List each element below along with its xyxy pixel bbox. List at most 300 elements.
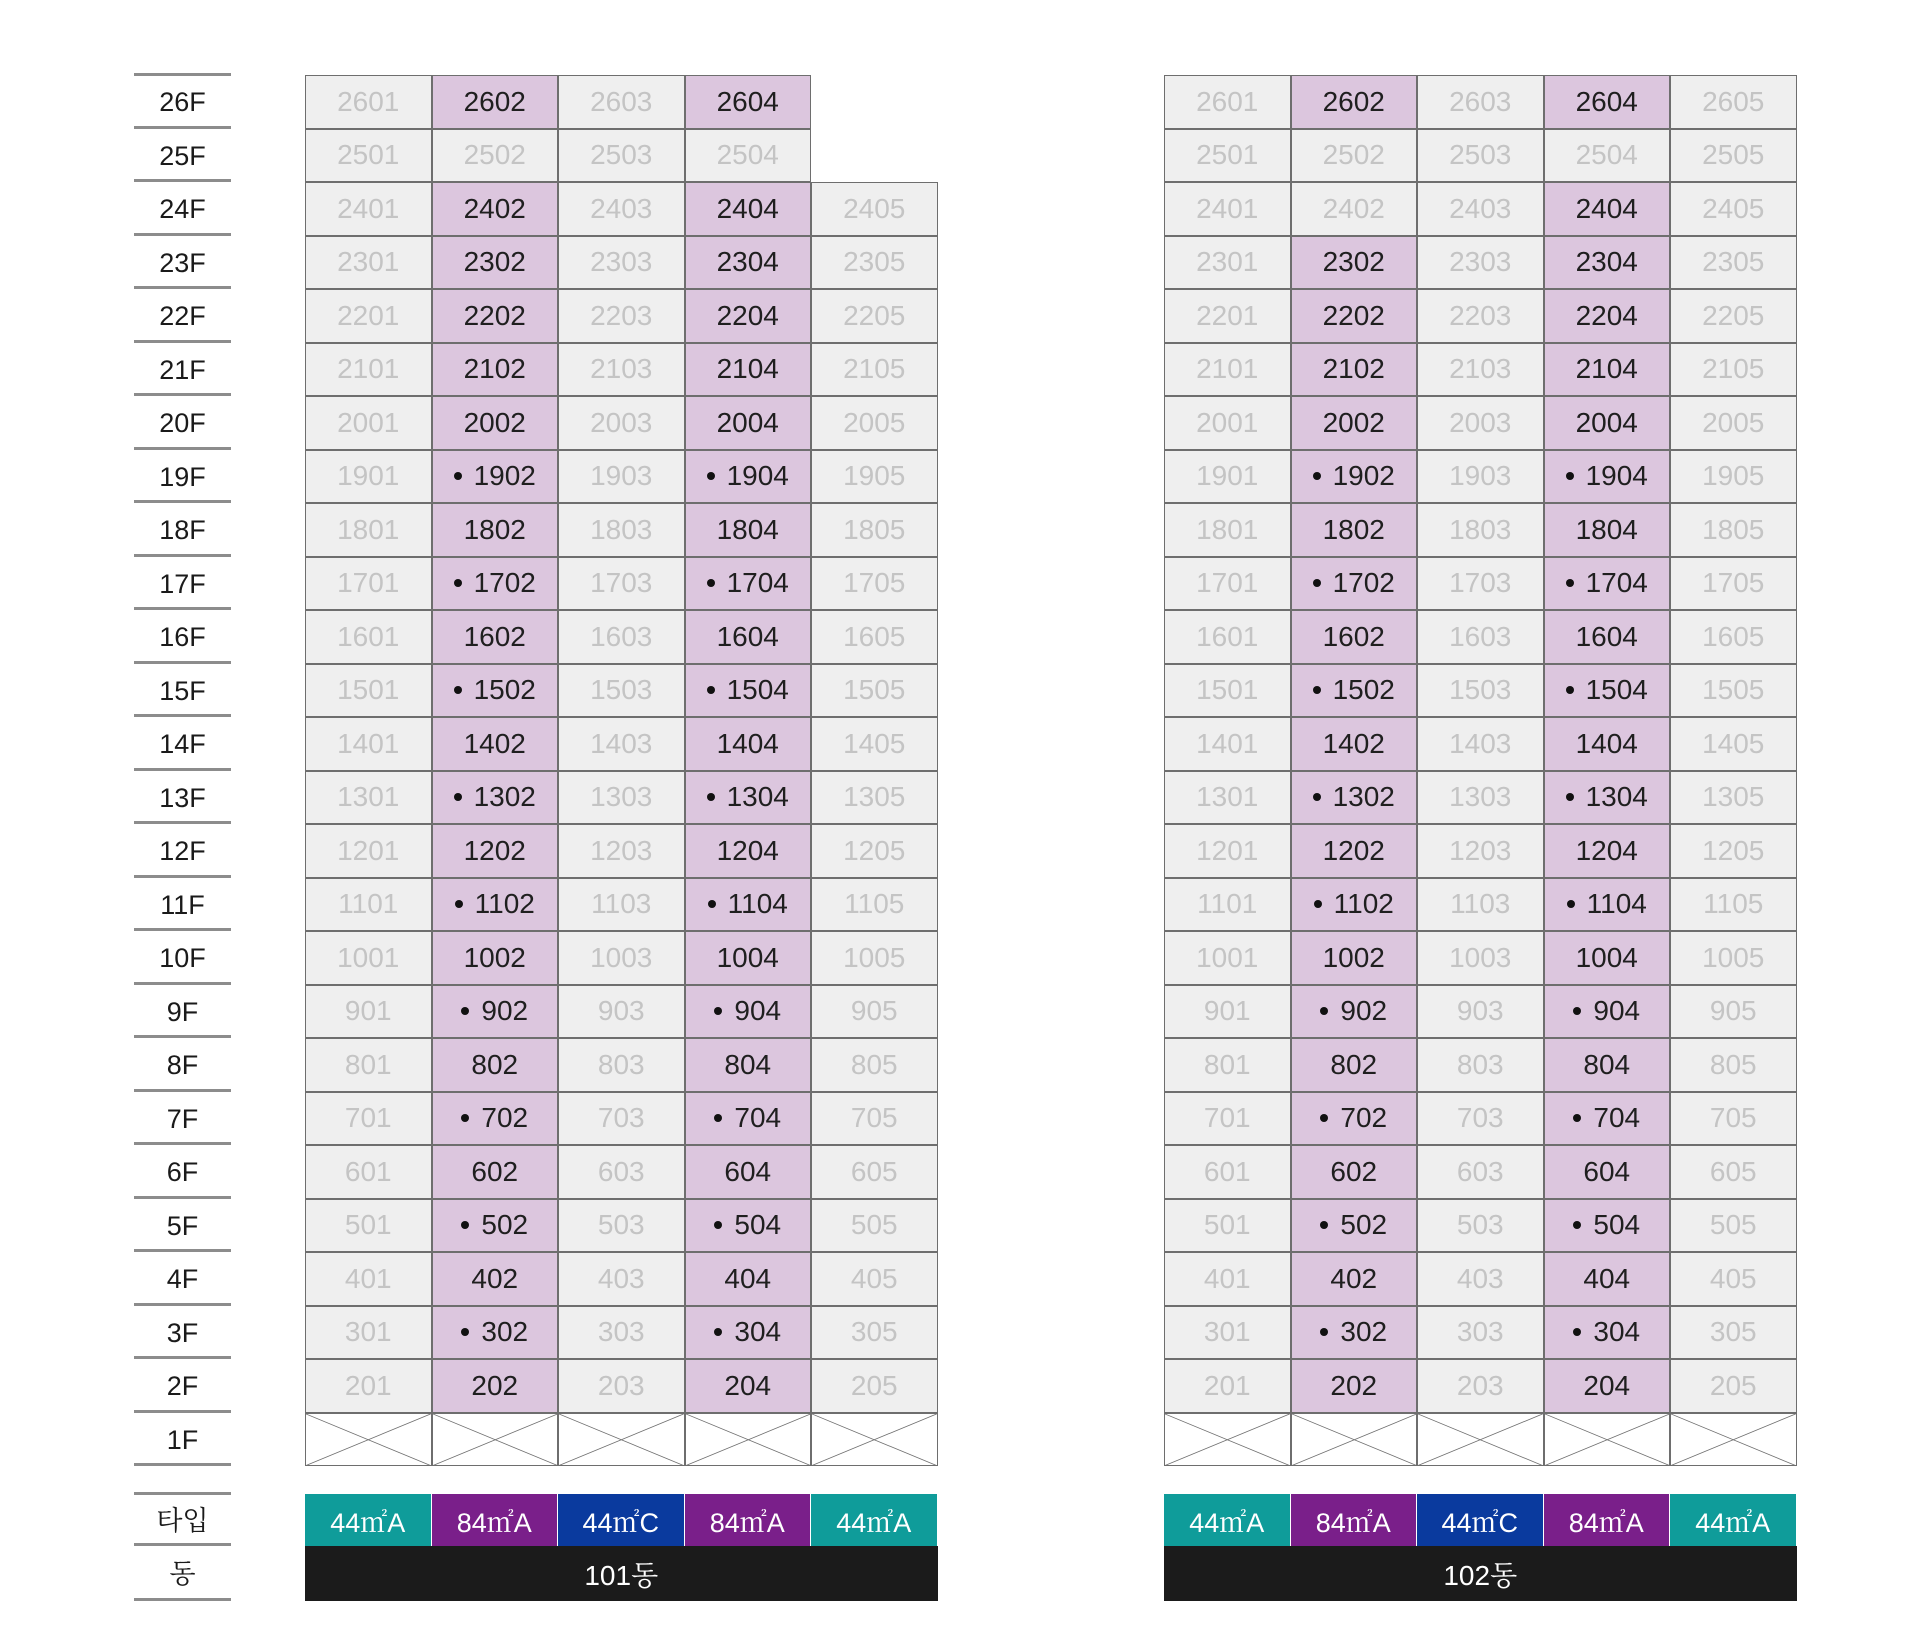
marker-dot-icon — [454, 793, 462, 801]
unit-cell[interactable] — [1670, 1092, 1797, 1146]
unit-cell[interactable] — [1544, 771, 1671, 825]
unit-cell[interactable] — [685, 985, 812, 1039]
unit-cell[interactable] — [558, 1199, 685, 1253]
unit-cell[interactable] — [1417, 129, 1544, 183]
unit-cell[interactable] — [1164, 824, 1291, 878]
unit-cell[interactable] — [1291, 75, 1418, 129]
unit-cell[interactable] — [685, 1038, 812, 1092]
unit-number: 701 — [1203, 1102, 1251, 1134]
unit-cell[interactable] — [305, 450, 432, 504]
unit-number: 1104 — [727, 888, 788, 920]
unit-cell[interactable] — [811, 1306, 938, 1360]
unit-cell[interactable] — [1164, 396, 1291, 450]
unit-cell[interactable] — [1164, 182, 1291, 236]
unit-cell[interactable] — [1544, 1092, 1671, 1146]
marker-dot-icon — [1314, 900, 1322, 908]
unit-cell[interactable] — [305, 75, 432, 129]
unit-cell[interactable] — [811, 1092, 938, 1146]
marker-dot-icon — [1313, 686, 1321, 694]
unit-cell[interactable] — [685, 182, 812, 236]
unit-cell[interactable] — [1164, 1199, 1291, 1253]
unit-cell[interactable] — [1417, 1092, 1544, 1146]
unit-cell[interactable] — [811, 664, 938, 718]
unit-cell[interactable] — [811, 717, 938, 771]
unit-cell[interactable] — [1417, 1252, 1544, 1306]
unit-cell[interactable] — [685, 1252, 812, 1306]
unit-cell[interactable] — [1164, 503, 1291, 557]
unit-cell[interactable] — [305, 129, 432, 183]
unit-cell[interactable] — [1164, 664, 1291, 718]
marker-dot-icon — [714, 1328, 722, 1336]
unit-cell[interactable] — [305, 557, 432, 611]
unit-cell[interactable] — [1670, 557, 1797, 611]
unit-cell[interactable] — [1164, 985, 1291, 1039]
unit-cell[interactable] — [1291, 236, 1418, 290]
unit-cell[interactable] — [1670, 610, 1797, 664]
unit-cell[interactable] — [1670, 182, 1797, 236]
unit-cell[interactable] — [432, 878, 559, 932]
unit-cell[interactable] — [305, 396, 432, 450]
unit-cell[interactable] — [305, 343, 432, 397]
unit-cell[interactable] — [1291, 824, 1418, 878]
unit-cell[interactable] — [1670, 236, 1797, 290]
unit-number: 2003 — [1449, 406, 1512, 438]
unit-cell[interactable] — [1544, 503, 1671, 557]
unit-cell[interactable] — [432, 1252, 559, 1306]
unit-cell[interactable] — [1164, 771, 1291, 825]
unit-cell[interactable] — [558, 503, 685, 557]
unit-cell[interactable] — [1164, 878, 1291, 932]
unit-cell[interactable] — [811, 931, 938, 985]
unit-cell[interactable] — [1417, 289, 1544, 343]
unit-cell[interactable] — [432, 75, 559, 129]
unit-cell[interactable] — [1291, 1252, 1418, 1306]
unit-cell[interactable] — [1291, 1199, 1418, 1253]
unit-cell[interactable] — [1544, 1306, 1671, 1360]
unit-cell[interactable] — [1544, 985, 1671, 1039]
unit-number: 304 — [1593, 1316, 1641, 1348]
unit-cell[interactable] — [1670, 1038, 1797, 1092]
unit-cell[interactable] — [1544, 1038, 1671, 1092]
unit-cell[interactable] — [305, 931, 432, 985]
unit-cell[interactable] — [1291, 129, 1418, 183]
unit-cell[interactable] — [558, 610, 685, 664]
unit-cell[interactable] — [432, 1038, 559, 1092]
unit-cell[interactable] — [1164, 1252, 1291, 1306]
unit-cell[interactable] — [558, 824, 685, 878]
unit-cell[interactable] — [432, 1306, 559, 1360]
unit-cell[interactable] — [558, 878, 685, 932]
unit-cell[interactable] — [1164, 610, 1291, 664]
unit-cell[interactable] — [1544, 1199, 1671, 1253]
unit-cell[interactable] — [1164, 343, 1291, 397]
unit-cell[interactable] — [1417, 985, 1544, 1039]
unit-cell[interactable] — [432, 1359, 559, 1413]
unit-cell[interactable] — [1670, 985, 1797, 1039]
unit-cell[interactable] — [432, 503, 559, 557]
unit-cell[interactable] — [685, 343, 812, 397]
unit-cell[interactable] — [1164, 1092, 1291, 1146]
unit-cell[interactable] — [1670, 503, 1797, 557]
unit-cell[interactable] — [685, 503, 812, 557]
unit-cell[interactable] — [811, 1145, 938, 1199]
unit-cell[interactable] — [1544, 236, 1671, 290]
unit-cell[interactable] — [685, 878, 812, 932]
unit-cell[interactable] — [1670, 1145, 1797, 1199]
marker-dot-icon — [461, 1328, 469, 1336]
unit-cell[interactable] — [1544, 289, 1671, 343]
unit-cell[interactable] — [432, 289, 559, 343]
unit-cell[interactable] — [558, 664, 685, 718]
unit-cell[interactable] — [558, 182, 685, 236]
unit-cell[interactable] — [1544, 450, 1671, 504]
unit-cell[interactable] — [1544, 931, 1671, 985]
unit-cell[interactable] — [1670, 75, 1797, 129]
unit-cell[interactable] — [1417, 236, 1544, 290]
unit-cell[interactable] — [1164, 75, 1291, 129]
unit-cell[interactable] — [305, 878, 432, 932]
unit-cell[interactable] — [1670, 1306, 1797, 1360]
unit-number: 2001 — [337, 406, 400, 438]
unit-cell[interactable] — [685, 450, 812, 504]
unit-cell[interactable] — [811, 450, 938, 504]
unit-cell[interactable] — [1164, 717, 1291, 771]
unit-cell[interactable] — [558, 717, 685, 771]
unit-cell[interactable] — [811, 610, 938, 664]
unit-cell[interactable] — [685, 1145, 812, 1199]
unit-cell[interactable] — [1670, 1359, 1797, 1413]
unit-number: 1105 — [844, 888, 905, 920]
unit-number: 403 — [1456, 1262, 1504, 1294]
unit-cell[interactable] — [1291, 557, 1418, 611]
unit-cell[interactable] — [1291, 1092, 1418, 1146]
unit-cell[interactable] — [305, 1145, 432, 1199]
unit-cell[interactable] — [1164, 289, 1291, 343]
unit-number: 1801 — [1196, 513, 1259, 545]
floor-label: 22F — [134, 289, 231, 343]
marker-dot-icon — [714, 1114, 722, 1122]
unit-cell[interactable] — [1544, 129, 1671, 183]
unit-cell[interactable] — [305, 1359, 432, 1413]
unit-cell[interactable] — [1417, 343, 1544, 397]
unit-cell[interactable] — [1544, 1252, 1671, 1306]
unit-cell[interactable] — [558, 931, 685, 985]
unit-number: 403 — [597, 1262, 645, 1294]
unit-cell[interactable] — [685, 717, 812, 771]
unit-cell[interactable] — [685, 824, 812, 878]
unit-cell[interactable] — [432, 343, 559, 397]
unit-cell[interactable] — [1670, 1252, 1797, 1306]
unit-number: 1805 — [1702, 513, 1765, 545]
unit-cell[interactable] — [305, 985, 432, 1039]
unit-cell[interactable] — [305, 1252, 432, 1306]
unit-cell[interactable] — [1291, 985, 1418, 1039]
unit-cell[interactable] — [558, 557, 685, 611]
unit-cell[interactable] — [1164, 931, 1291, 985]
unit-number: 1603 — [590, 620, 653, 652]
unit-cell[interactable] — [1670, 664, 1797, 718]
unit-cell[interactable] — [558, 343, 685, 397]
unit-cell[interactable] — [1164, 450, 1291, 504]
unit-number: 2302 — [463, 246, 526, 278]
unit-cell[interactable] — [432, 236, 559, 290]
unit-cell[interactable] — [305, 664, 432, 718]
unit-cell[interactable] — [558, 129, 685, 183]
unit-cell[interactable] — [811, 557, 938, 611]
unit-cell[interactable] — [1417, 450, 1544, 504]
unit-cell[interactable] — [1417, 1359, 1544, 1413]
unit-cell[interactable] — [1417, 1145, 1544, 1199]
unit-cell[interactable] — [1291, 931, 1418, 985]
unit-cell[interactable] — [685, 610, 812, 664]
unit-cell[interactable] — [305, 1092, 432, 1146]
unit-number: 1103 — [1450, 888, 1511, 920]
unit-cell[interactable] — [305, 717, 432, 771]
unit-number: 202 — [1330, 1369, 1378, 1401]
unit-cell[interactable] — [811, 289, 938, 343]
unit-number: 1004 — [716, 941, 779, 973]
unit-cell[interactable] — [685, 771, 812, 825]
unit-cell[interactable] — [1544, 664, 1671, 718]
unit-cell[interactable] — [811, 1359, 938, 1413]
unit-cell[interactable] — [432, 664, 559, 718]
unit-cell[interactable] — [305, 771, 432, 825]
unit-cell[interactable] — [1291, 182, 1418, 236]
unit-cell[interactable] — [1670, 717, 1797, 771]
unit-number: 1904 — [1585, 460, 1648, 492]
unit-cell[interactable] — [432, 1199, 559, 1253]
unit-cell[interactable] — [558, 396, 685, 450]
unit-cell[interactable] — [685, 396, 812, 450]
unit-cell[interactable] — [1417, 1199, 1544, 1253]
unit-cell[interactable] — [432, 771, 559, 825]
unit-cell[interactable] — [1670, 343, 1797, 397]
unit-cell[interactable] — [1544, 343, 1671, 397]
unit-cell[interactable] — [558, 1038, 685, 1092]
unit-cell[interactable] — [1417, 1306, 1544, 1360]
unit-cell[interactable] — [432, 985, 559, 1039]
unit-cell[interactable] — [558, 1252, 685, 1306]
unit-cell[interactable] — [305, 824, 432, 878]
unit-number: 1403 — [590, 727, 653, 759]
unit-cell[interactable] — [1544, 878, 1671, 932]
unit-number: 504 — [734, 1209, 782, 1241]
unit-cell[interactable] — [1544, 182, 1671, 236]
unit-cell[interactable] — [305, 236, 432, 290]
unit-cell[interactable] — [811, 878, 938, 932]
unit-number: 803 — [1456, 1048, 1504, 1080]
unit-number: 1105 — [1703, 888, 1764, 920]
unit-number: 1802 — [1322, 513, 1385, 545]
unit-number: 604 — [1583, 1155, 1631, 1187]
unit-cell[interactable] — [432, 182, 559, 236]
unit-cell[interactable] — [1164, 1145, 1291, 1199]
unit-cell[interactable] — [1544, 557, 1671, 611]
unit-cell[interactable] — [1291, 610, 1418, 664]
unit-cell[interactable] — [685, 664, 812, 718]
unit-cell[interactable] — [558, 1145, 685, 1199]
unit-cell[interactable] — [811, 396, 938, 450]
unit-cell[interactable] — [811, 824, 938, 878]
unit-cell[interactable] — [1291, 503, 1418, 557]
unit-cell[interactable] — [305, 1306, 432, 1360]
unit-cell[interactable] — [685, 1092, 812, 1146]
unit-cell[interactable] — [1164, 1306, 1291, 1360]
unit-cell[interactable] — [305, 182, 432, 236]
unit-cell[interactable] — [558, 1092, 685, 1146]
floor-label: 13F — [134, 771, 231, 825]
unit-cell[interactable] — [1417, 664, 1544, 718]
unit-cell[interactable] — [685, 931, 812, 985]
unit-cell[interactable] — [1417, 557, 1544, 611]
unit-cell[interactable] — [305, 610, 432, 664]
unit-cell[interactable] — [1291, 717, 1418, 771]
unit-number: 1301 — [337, 781, 400, 813]
unit-cell[interactable] — [811, 182, 938, 236]
unit-cell[interactable] — [1164, 1038, 1291, 1092]
unit-cell[interactable] — [432, 717, 559, 771]
unit-cell[interactable] — [1291, 664, 1418, 718]
unit-cell[interactable] — [1670, 396, 1797, 450]
unit-cell[interactable] — [558, 289, 685, 343]
unit-cell[interactable] — [1291, 450, 1418, 504]
unit-cell[interactable] — [1417, 878, 1544, 932]
unit-cell[interactable] — [1544, 75, 1671, 129]
unit-cell[interactable] — [305, 1038, 432, 1092]
unit-cell[interactable] — [685, 75, 812, 129]
unit-cell[interactable] — [811, 1199, 938, 1253]
building-name-bar: 101동 — [305, 1546, 938, 1601]
unit-type-cell: 44㎡C — [1417, 1494, 1544, 1546]
unit-cell[interactable] — [1544, 610, 1671, 664]
unit-cell[interactable] — [1670, 824, 1797, 878]
unit-cell[interactable] — [1417, 824, 1544, 878]
unit-cell[interactable] — [1544, 717, 1671, 771]
unit-cell[interactable] — [558, 236, 685, 290]
unit-cell[interactable] — [685, 557, 812, 611]
unit-number: 2404 — [1575, 192, 1638, 224]
unit-number: 901 — [344, 995, 392, 1027]
unit-cell[interactable] — [432, 129, 559, 183]
dong-row-label: 동 — [134, 1546, 231, 1601]
unit-cell[interactable] — [1291, 1306, 1418, 1360]
unit-cell[interactable] — [558, 1306, 685, 1360]
unit-cell[interactable] — [1291, 289, 1418, 343]
unit-cell[interactable] — [1291, 878, 1418, 932]
unit-cell[interactable] — [558, 1359, 685, 1413]
unit-number: 1103 — [591, 888, 652, 920]
unit-cell[interactable] — [1670, 931, 1797, 985]
unit-cell[interactable] — [811, 503, 938, 557]
unit-cell[interactable] — [558, 75, 685, 129]
unit-cell[interactable] — [1417, 396, 1544, 450]
unit-number: 2203 — [1449, 299, 1512, 331]
unit-cell[interactable] — [1164, 236, 1291, 290]
unit-cell[interactable] — [1417, 610, 1544, 664]
unit-cell[interactable] — [558, 771, 685, 825]
unit-cell[interactable] — [1417, 771, 1544, 825]
unit-cell[interactable] — [685, 1359, 812, 1413]
unit-cell[interactable] — [685, 1199, 812, 1253]
unit-cell[interactable] — [432, 1145, 559, 1199]
unit-cell[interactable] — [811, 1038, 938, 1092]
unit-cell[interactable] — [1670, 771, 1797, 825]
unit-cell[interactable] — [1544, 396, 1671, 450]
unit-cell[interactable] — [1544, 824, 1671, 878]
unit-cell[interactable] — [432, 396, 559, 450]
floor-label: 3F — [134, 1306, 231, 1360]
unit-cell[interactable] — [1291, 1038, 1418, 1092]
unit-number: 1603 — [1449, 620, 1512, 652]
unit-cell[interactable] — [1164, 129, 1291, 183]
unit-cell[interactable] — [1670, 1199, 1797, 1253]
unit-cell[interactable] — [1670, 129, 1797, 183]
unit-cell[interactable] — [811, 1252, 938, 1306]
unit-cell[interactable] — [432, 610, 559, 664]
unit-cell[interactable] — [305, 503, 432, 557]
unit-cell[interactable] — [811, 343, 938, 397]
unit-cell[interactable] — [1670, 289, 1797, 343]
unit-cell[interactable] — [1670, 878, 1797, 932]
unit-cell[interactable] — [685, 236, 812, 290]
unit-number: 1804 — [716, 513, 779, 545]
unit-number: 302 — [1340, 1316, 1388, 1348]
unit-cell[interactable] — [811, 985, 938, 1039]
unit-cell[interactable] — [432, 931, 559, 985]
unit-cell[interactable] — [811, 771, 938, 825]
unit-cell[interactable] — [305, 1199, 432, 1253]
unit-cell[interactable] — [1417, 503, 1544, 557]
unit-number: 1401 — [337, 727, 400, 759]
unit-cell[interactable] — [1291, 396, 1418, 450]
unit-cell[interactable] — [432, 1092, 559, 1146]
unit-cell[interactable] — [1291, 771, 1418, 825]
unit-cell[interactable] — [1670, 450, 1797, 504]
unit-cell[interactable] — [1417, 717, 1544, 771]
unit-number: 1504 — [1585, 674, 1648, 706]
unit-number: 303 — [597, 1316, 645, 1348]
unit-cell[interactable] — [1417, 1038, 1544, 1092]
unit-cell[interactable] — [558, 985, 685, 1039]
unit-cell[interactable] — [685, 289, 812, 343]
unit-number: 1704 — [726, 567, 789, 599]
unit-cell[interactable] — [1417, 75, 1544, 129]
unit-cell[interactable] — [558, 450, 685, 504]
unit-cell[interactable] — [811, 236, 938, 290]
unit-cell[interactable] — [1544, 1359, 1671, 1413]
unit-cell[interactable] — [685, 1306, 812, 1360]
unit-number: 505 — [850, 1209, 898, 1241]
unit-number: 2004 — [1575, 406, 1638, 438]
unit-cell[interactable] — [1544, 1145, 1671, 1199]
unit-cell[interactable] — [432, 824, 559, 878]
unit-cell[interactable] — [1164, 557, 1291, 611]
marker-dot-icon — [461, 1221, 469, 1229]
unit-cell[interactable] — [305, 289, 432, 343]
unit-cell[interactable] — [432, 557, 559, 611]
unit-number: 601 — [1203, 1155, 1251, 1187]
unit-cell[interactable] — [1164, 1359, 1291, 1413]
unit-cell[interactable] — [1417, 182, 1544, 236]
unit-cell[interactable] — [1417, 931, 1544, 985]
unit-cell[interactable] — [1291, 1145, 1418, 1199]
unit-cell[interactable] — [685, 129, 812, 183]
unit-cell[interactable] — [1291, 343, 1418, 397]
unit-cell[interactable] — [1291, 1359, 1418, 1413]
unit-cell[interactable] — [432, 450, 559, 504]
unit-number: 1803 — [590, 513, 653, 545]
unit-number: 1405 — [843, 727, 906, 759]
